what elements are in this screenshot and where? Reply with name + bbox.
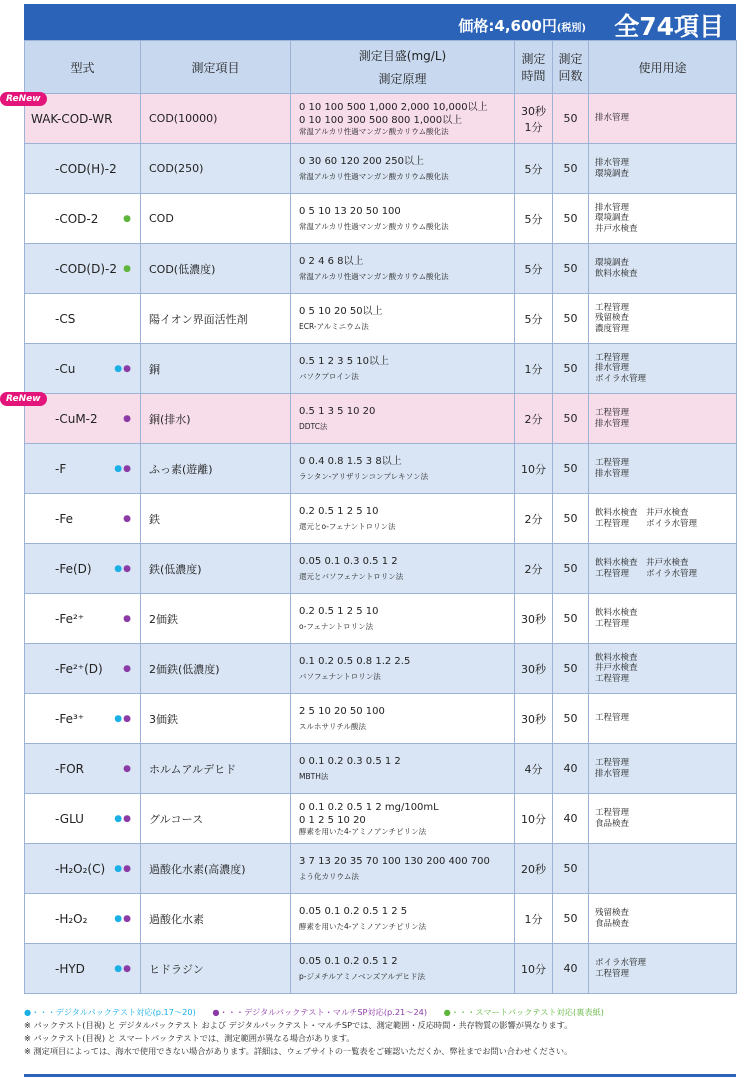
use-cell: 飲料水検査 工程管理 [589,594,737,644]
table-row [25,644,737,694]
col-header-model: 型式 [25,41,141,94]
model-cell: -Cu ●● [25,344,141,394]
time-cell: 30秒 [515,594,553,644]
count-cell: 50 [553,644,589,694]
use-cell: 工程管理 残留検査 濃度管理 [589,294,737,344]
model-cell: -COD(H)-2 [25,144,141,194]
renew-badge: ReNew [0,392,47,406]
count-cell: 40 [553,744,589,794]
table-row [25,494,737,544]
table-row [25,794,737,844]
time-cell: 10分 [515,444,553,494]
time-cell: 5分 [515,144,553,194]
time-cell: 4分 [515,744,553,794]
table-row [25,294,737,344]
model-cell: -Fe²⁺ ● [25,594,141,644]
use-cell: 工程管理 排水管理 ボイラ水管理 [589,344,737,394]
compat-dots: ● [123,213,132,224]
header-bar [24,4,736,40]
compat-dots: ●● [114,463,132,474]
col-header-use: 使用用途 [589,41,737,94]
table-row [25,244,737,294]
item-cell: 2価鉄 [141,594,291,644]
model-cell: -COD-2 ● [25,194,141,244]
model-cell: -FOR ● [25,744,141,794]
use-cell: 工程管理 排水管理 [589,744,737,794]
range-cell: 0.2 0.5 1 2 5 10 還元とo-フェナントロリン法 [291,494,515,544]
item-cell: 鉄(低濃度) [141,544,291,594]
table-row [25,544,737,594]
model-cell: -CuM-2 ● [25,394,141,444]
item-cell: グルコース [141,794,291,844]
count-cell: 50 [553,494,589,544]
range-cell: 0 30 60 120 200 250以上 常温アルカリ性過マンガン酸カリウム酸化法 [291,144,515,194]
item-cell: 銅 [141,344,291,394]
table-row [25,894,737,944]
range-cell: 0.05 0.1 0.2 0.5 1 2 p-ジメチルアミノベンズアルデヒド法 [291,944,515,994]
table-row [25,194,737,244]
col-header-range: 測定目盛(mg/L) 測定原理 [291,41,515,94]
compat-dots: ●● [114,863,132,874]
count-cell: 40 [553,944,589,994]
item-cell: 2価鉄(低濃度) [141,644,291,694]
compat-dots: ●● [114,563,132,574]
compat-dots: ●● [114,963,132,974]
model-cell: -Fe(D) ●● [25,544,141,594]
use-cell: 飲料水検査 井戸水検査 工程管理 ボイラ水管理 [589,494,737,544]
count-cell: 50 [553,244,589,294]
use-cell [589,844,737,894]
compat-dots: ● [123,263,132,274]
use-cell: ボイラ水管理 工程管理 [589,944,737,994]
item-cell: 鉄 [141,494,291,544]
time-cell: 1分 [515,894,553,944]
range-cell: 0 5 10 13 20 50 100 常温アルカリ性過マンガン酸カリウム酸化法 [291,194,515,244]
price-label: 価格:4,600円(税別) [458,17,586,35]
range-cell: 3 7 13 20 35 70 100 130 200 400 700 よう化カリウム法 [291,844,515,894]
count-cell: 50 [553,594,589,644]
count-cell: 50 [553,444,589,494]
note-1: ※ パックテスト(目視) と デジタルパックテスト および デジタルパックテスト・マルチSPでは、測定範囲・反応時間・共存物質の影響が異なります。 [24,1020,573,1030]
time-cell: 5分 [515,244,553,294]
time-cell: 30秒 1分 [515,94,553,144]
range-cell: 0.2 0.5 1 2 5 10 o-フェナントロリン法 [291,594,515,644]
count-cell: 50 [553,894,589,944]
item-cell: ホルムアルデヒド [141,744,291,794]
count-cell: 50 [553,544,589,594]
table-row [25,844,737,894]
model-cell: -HYD ●● [25,944,141,994]
use-cell: 飲料水検査 井戸水検査 工程管理 ボイラ水管理 [589,544,737,594]
legend-smart: ●・・・スマートパックテスト対応(裏表紙) [443,1007,604,1017]
renew-badge: ReNew [0,92,47,106]
note-3: ※ 測定項目によっては、海水で使用できない場合があります。詳細は、ウェブサイトの一覧表をご確認いただくか、弊社までお問い合わせください。 [24,1046,573,1056]
legend-digital: ●・・・デジタルパックテスト対応(p.17〜20) [24,1007,196,1017]
item-cell: ふっ素(遊離) [141,444,291,494]
use-cell: 飲料水検査 井戸水検査 工程管理 [589,644,737,694]
count-cell: 50 [553,344,589,394]
model-cell: WAK-COD-WR [25,94,141,144]
range-cell: 0 0.1 0.2 0.5 1 2 mg/100mL 0 1 2 5 10 20 酵素を用いた4-アミノアンチピリン法 [291,794,515,844]
model-cell: -H₂O₂(C) ●● [25,844,141,894]
model-cell: -Fe ● [25,494,141,544]
model-cell: -GLU ●● [25,794,141,844]
range-cell: 0.05 0.1 0.2 0.5 1 2 5 酵素を用いた4-アミノアンチピリン法 [291,894,515,944]
compat-dots: ● [123,663,132,674]
model-cell: -Fe³⁺ ●● [25,694,141,744]
item-cell: 3価鉄 [141,694,291,744]
table-row [25,944,737,994]
time-cell: 1分 [515,344,553,394]
model-cell: -H₂O₂ ●● [25,894,141,944]
legend-multi-sp: ●・・・デジタルパックテスト・マルチSP対応(p.21〜24) [212,1007,428,1017]
item-cell: COD(低濃度) [141,244,291,294]
product-table [24,40,737,994]
compat-dots: ● [123,513,132,524]
model-cell: -Fe²⁺(D) ● [25,644,141,694]
col-header-item: 測定項目 [141,41,291,94]
time-cell: 2分 [515,544,553,594]
compat-dots: ● [123,763,132,774]
time-cell: 30秒 [515,694,553,744]
time-cell: 5分 [515,194,553,244]
range-cell: 0.1 0.2 0.5 0.8 1.2 2.5 バソフェナントロリン法 [291,644,515,694]
use-cell: 残留検査 食品検査 [589,894,737,944]
compat-dots: ●● [114,813,132,824]
col-header-count: 測定 回数 [553,41,589,94]
count-cell: 50 [553,694,589,744]
compat-dots: ● [123,413,132,424]
table-row [25,94,737,144]
model-cell: -COD(D)-2 ● [25,244,141,294]
item-cell: 過酸化水素(高濃度) [141,844,291,894]
time-cell: 10分 [515,794,553,844]
col-header-time: 測定 時間 [515,41,553,94]
compat-dots: ●● [114,913,132,924]
count-cell: 50 [553,194,589,244]
use-cell: 排水管理 環境調査 井戸水検査 [589,194,737,244]
use-cell: 排水管理 環境調査 [589,144,737,194]
item-cell: 銅(排水) [141,394,291,444]
note-2: ※ パックテスト(目視) と スマートパックテストでは、測定範囲が異なる場合があります。 [24,1033,355,1043]
range-cell: 0 0.4 0.8 1.5 3 8以上 ランタン-アリザリンコンプレキソン法 [291,444,515,494]
table-row [25,394,737,444]
use-cell: 工程管理 食品検査 [589,794,737,844]
use-cell: 排水管理 [589,94,737,144]
use-cell: 工程管理 排水管理 [589,394,737,444]
compat-dots: ●● [114,713,132,724]
time-cell: 2分 [515,394,553,444]
footnotes [24,1006,736,1058]
total-items-label: 全74項目 [614,12,724,41]
model-cell: -CS [25,294,141,344]
time-cell: 30秒 [515,644,553,694]
time-cell: 2分 [515,494,553,544]
item-cell: COD(250) [141,144,291,194]
table-row [25,344,737,394]
use-cell: 環境調査 飲料水検査 [589,244,737,294]
time-cell: 10分 [515,944,553,994]
item-cell: 過酸化水素 [141,894,291,944]
time-cell: 20秒 [515,844,553,894]
count-cell: 50 [553,94,589,144]
compat-dots: ● [123,613,132,624]
count-cell: 50 [553,294,589,344]
bottom-rule [24,1074,736,1077]
range-cell: 0 0.1 0.2 0.3 0.5 1 2 MBTH法 [291,744,515,794]
table-row [25,594,737,644]
range-cell: 0 5 10 20 50以上 ECR-アルミニウム法 [291,294,515,344]
item-cell: COD [141,194,291,244]
count-cell: 50 [553,144,589,194]
use-cell: 工程管理 排水管理 [589,444,737,494]
table-row [25,144,737,194]
item-cell: COD(10000) [141,94,291,144]
count-cell: 40 [553,794,589,844]
range-cell: 0 10 100 500 1,000 2,000 10,000以上 0 10 100 300 500 800 1,000以上 常温アルカリ性過マンガン酸カリウム酸化法 [291,94,515,144]
table-row [25,744,737,794]
legend [24,1006,736,1019]
compat-dots: ●● [114,363,132,374]
item-cell: 陽イオン界面活性剤 [141,294,291,344]
range-cell: 0.05 0.1 0.3 0.5 1 2 還元とバソフェナントロリン法 [291,544,515,594]
range-cell: 0.5 1 3 5 10 20 DDTC法 [291,394,515,444]
range-cell: 0.5 1 2 3 5 10以上 バソクプロイン法 [291,344,515,394]
count-cell: 50 [553,394,589,444]
range-cell: 0 2 4 6 8以上 常温アルカリ性過マンガン酸カリウム酸化法 [291,244,515,294]
count-cell: 50 [553,844,589,894]
range-cell: 2 5 10 20 50 100 スルホサリチル酸法 [291,694,515,744]
time-cell: 5分 [515,294,553,344]
item-cell: ヒドラジン [141,944,291,994]
use-cell: 工程管理 [589,694,737,744]
model-cell: -F ●● [25,444,141,494]
table-row [25,694,737,744]
table-row [25,444,737,494]
